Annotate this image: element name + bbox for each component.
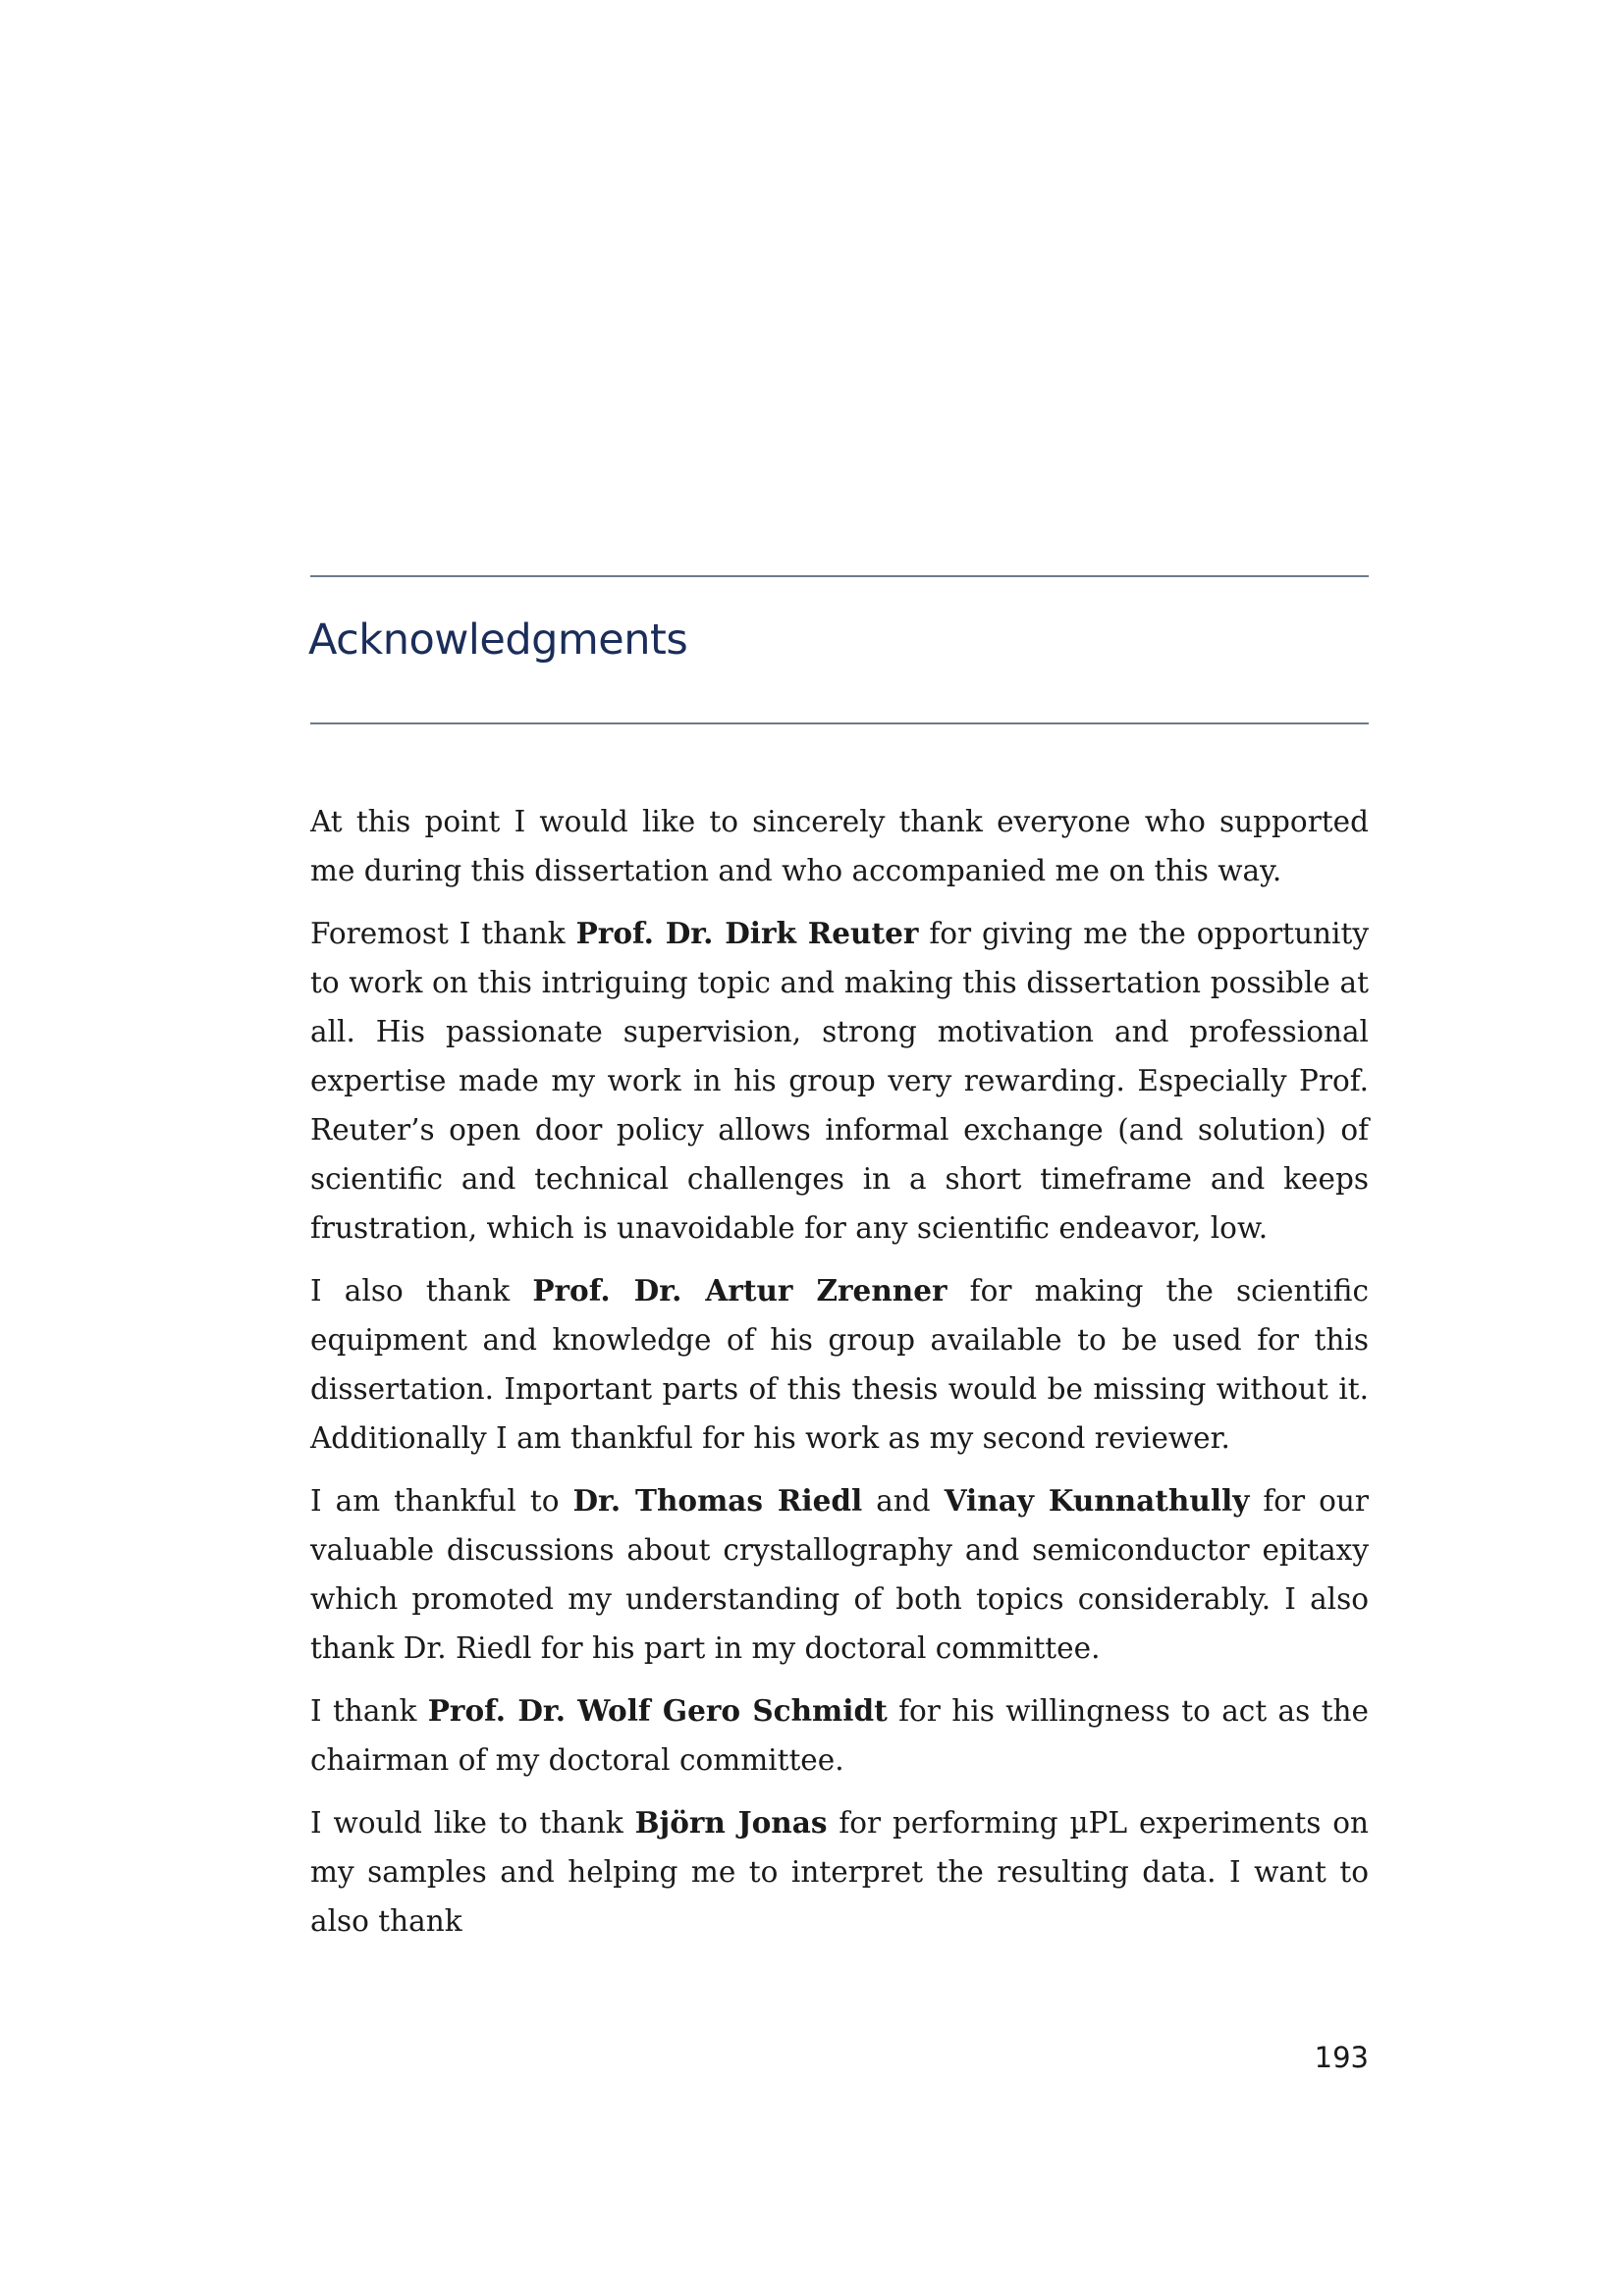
paragraph-text: for performing µPL experiments on my samples and helping me to interpret the resulting data. I want to also thank — [310, 1806, 1369, 1938]
paragraph-text: I thank — [310, 1694, 428, 1728]
bold-name: Dr. Thomas Riedl — [572, 1483, 863, 1518]
paragraph-text: At this point I would like to sincerely thank everyone who supported me during this dissertation and who accompanied me on this way. — [310, 805, 1369, 887]
paragraph-text: I would like to thank — [310, 1806, 635, 1840]
paragraph-text: I am thankful to — [310, 1484, 573, 1518]
acknowledgments-body — [310, 797, 1369, 1959]
paragraph — [310, 1798, 1369, 1946]
paragraph-text: and — [862, 1484, 945, 1518]
bold-name: Björn Jonas — [634, 1805, 828, 1840]
paragraph-text: for making the scientific equipment and knowledge of his group available to be used for this dissertation. Important parts of this thesis would be missing without it. Additionally I am thankful for his work as my second reviewer. — [310, 1274, 1369, 1455]
chapter-rule-bottom — [310, 722, 1369, 724]
paragraph-text: I also thank — [310, 1274, 533, 1308]
bold-name: Prof. Dr. Artur Zrenner — [532, 1273, 947, 1308]
paragraph-text: for giving me the opportunity to work on this intriguing topic and making this dissertation possible at all. His passionate supervision, strong motivation and professional expertise made my work in his group very rewarding. Especially Prof. Reuter’s open door policy allows informal exchange (and solution) of scientific and technical challenges in a short timeframe and keeps frustration, which is unavoidable for any scientific endeavor, low. — [310, 917, 1369, 1245]
paragraph — [310, 909, 1369, 1253]
page-number: 193 — [1314, 2041, 1369, 2074]
chapter-title: Acknowledgments — [308, 615, 688, 665]
paragraph-text: for his willingness to act as the chairman of my doctoral committee. — [310, 1694, 1369, 1777]
bold-name: Prof. Dr. Wolf Gero Schmidt — [427, 1693, 888, 1728]
paragraph — [310, 797, 1369, 895]
paragraph — [310, 1266, 1369, 1463]
paragraph — [310, 1686, 1369, 1785]
bold-name: Vinay Kunnathully — [944, 1483, 1250, 1518]
chapter-rule-top — [310, 575, 1369, 577]
bold-name: Prof. Dr. Dirk Reuter — [575, 916, 919, 950]
paragraph-text: for our valuable discussions about crystallography and semiconductor epitaxy which promoted my understanding of both topics considerably. I also thank Dr. Riedl for his part in my doctoral committee. — [310, 1484, 1369, 1665]
paragraph — [310, 1476, 1369, 1673]
paragraph-text: Foremost I thank — [310, 917, 576, 950]
